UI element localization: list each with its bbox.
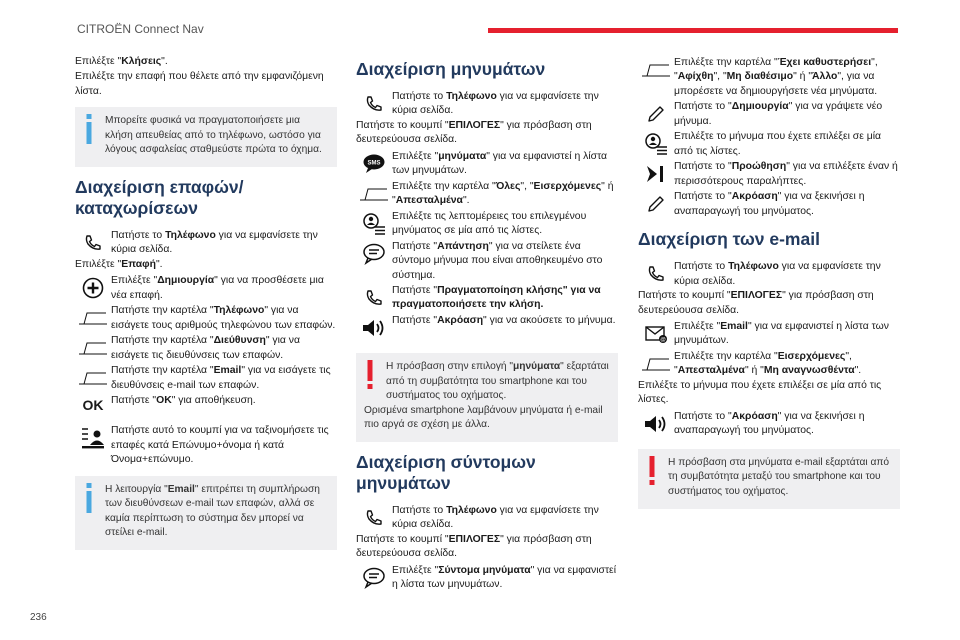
instruction-item: Πατήστε το "Ακρόαση" για να ξεκινήσει η αναπαραγωγή του μηνύματος. [638, 189, 900, 219]
list-detail-icon [362, 212, 386, 236]
paragraph: Επιλέξτε το μήνυμα που έχετε επιλέξει σε μία από τις λίστες. [638, 380, 882, 406]
instruction-item: Επιλέξτε "Δημιουργία" για να προσθέσετε μια νέα επαφή. [75, 273, 337, 303]
instruction-item: Πατήστε το Τηλέφωνο για να εμφανίσετε την κύρια σελίδα. [638, 259, 900, 289]
forward-icon [644, 163, 668, 185]
plus-circle-icon [82, 277, 104, 299]
warning-note [356, 353, 618, 442]
instruction-item: Πατήστε "Πραγματοποίηση κλήσης" για να πραγματοποιήσετε την κλήση. [356, 283, 618, 313]
instruction-item: Επιλέξτε την καρτέλα "Όλες", "Εισερχόμενες" ή "Απεσταλμένα". [356, 179, 618, 209]
tab-icon [78, 311, 108, 325]
instruction-item: @ Επιλέξτε "Email" για να εμφανιστεί η λίστα των μηνυμάτων. [638, 319, 900, 349]
section-heading: Διαχείριση μηνυμάτων [356, 59, 546, 79]
note-text: Ορισμένα smartphone λαμβάνουν μηνύματα ή e-mail πιο αργά σε σχέση με άλλα. [364, 404, 603, 431]
running-header: CITROËN Connect Nav [77, 22, 204, 36]
speaker-icon [643, 413, 669, 435]
instruction-item: Πατήστε την καρτέλα "Email" για να εισάγετε τις διευθύνσεις e-mail των επαφών. [75, 363, 337, 393]
tab-icon [359, 187, 389, 201]
instruction-item: Πατήστε το "Δημιουργία" για να γράψετε νέο μήνυμα. [638, 99, 900, 129]
header-accent-bar [488, 28, 898, 33]
instruction-item: Πατήστε "Ακρόαση" για να ακούσετε το μήνυμα. [356, 313, 618, 343]
section-heading: Διαχείριση των e-mail [638, 229, 820, 250]
pencil-icon [645, 103, 667, 125]
page-number: 236 [30, 612, 47, 623]
instruction-item: Επιλέξτε την καρτέλα "Έχει καθυστερήσει", "Αφίχθη", "Μη διαθέσιμο" ή "Άλλο", για να μπορέσετε να δημιουργήσετε νέα μηνύματα. [638, 55, 900, 99]
paragraph: Πατήστε το κουμπί "ΕΠΙΛΟΓΕΣ" για πρόσβαση στη δευτερεύουσα σελίδα. [356, 120, 592, 146]
info-note [75, 476, 337, 550]
section-heading: Διαχείριση επαφών/ καταχωρίσεων [75, 177, 244, 218]
instruction-item: Επιλέξτε "Σύντομα μηνύματα" για να εμφανιστεί η λίστα των μηνυμάτων. [356, 563, 618, 593]
instruction-item: Επιλέξτε το μήνυμα που έχετε επιλέξει σε μία από τις λίστες. [638, 129, 900, 159]
info-note [75, 107, 337, 167]
paragraph: Πατήστε το κουμπί "ΕΠΙΛΟΓΕΣ" για πρόσβαση στη δευτερεύουσα σελίδα. [356, 534, 592, 560]
paragraph: Επιλέξτε "Κλήσεις". [75, 56, 168, 67]
paragraph: Πατήστε το κουμπί "ΕΠΙΛΟΓΕΣ" για πρόσβαση στη δευτερεύουσα σελίδα. [638, 290, 874, 316]
note-text: Μπορείτε φυσικά να πραγματοποιήσετε μια κλήση απευθείας από το τηλέφωνο, ωστόσο για λόγους ασφαλείας σταθμεύστε πρώτα το όχημα. [105, 115, 322, 156]
phone-icon [364, 94, 384, 114]
reply-icon [362, 243, 386, 265]
pencil-icon [645, 193, 667, 215]
column-2 [356, 55, 618, 593]
phone-icon [646, 264, 666, 284]
instruction-item: SMS Επιλέξτε "μηνύματα" για να εμφανιστεί η λίστα των μηνυμάτων. [356, 149, 618, 179]
instruction-item: Πατήστε "Απάντηση" για να στείλετε ένα σύντομο μήνυμα που είναι αποθηκευμένο στο σύστημα. [356, 239, 618, 283]
warning-icon [648, 456, 656, 486]
svg-text:@: @ [660, 337, 666, 344]
instruction-item: OK Πατήστε "OK" για αποθήκευση. [82, 395, 256, 414]
section-heading: Διαχείριση σύντομων μηνυμάτων [356, 452, 536, 493]
instruction-item: Πατήστε την καρτέλα "Τηλέφωνο" για να εισάγετε τους αριθμούς τηλεφώνου των επαφών. [75, 303, 337, 333]
tab-icon [78, 341, 108, 355]
column-1 [75, 55, 337, 560]
sort-contact-icon [80, 427, 106, 449]
tab-icon [641, 63, 671, 77]
reply-icon [362, 567, 386, 589]
note-text: Η λειτουργία "Email" επιτρέπει τη συμπλήρωση των διευθύνσεων e-mail των επαφών, αλλά σε καμία περίπτωση το σύστημα δεν μπορεί να στείλει e-mail. [105, 483, 320, 539]
column-3 [638, 55, 900, 519]
phone-icon [364, 508, 384, 528]
instruction-item: Επιλέξτε την καρτέλα "Εισερχόμενες", "Απεσταλμένα" ή "Μη αναγνωσθέντα". [638, 349, 900, 379]
paragraph: Επιλέξτε "Επαφή". [75, 259, 163, 270]
instruction-item: Πατήστε το Τηλέφωνο για να εμφανίσετε την κύρια σελίδα. [356, 89, 618, 119]
instruction-item: Πατήστε αυτό το κουμπί για να ταξινομήσετε τις επαφές κατά Επώνυμο+όνομα ή κατά Όνομα+επώνυμο. [75, 423, 337, 467]
instruction-item: Πατήστε το Τηλέφωνο για να εμφανίσετε την κύρια σελίδα. [75, 228, 337, 258]
instruction-item: Πατήστε το "Προώθηση" για να επιλέξετε έναν ή περισσότερους παραλήπτες. [638, 159, 900, 189]
phone-icon [364, 288, 384, 308]
instruction-item: Πατήστε το Τηλέφωνο για να εμφανίσετε την κύρια σελίδα. [356, 503, 618, 533]
paragraph: Επιλέξτε την επαφή που θέλετε από την εμφανιζόμενη λίστα. [75, 71, 324, 97]
instruction-item: Επιλέξτε τις λεπτομέρειες του επιλεγμένου μηνύματος σε μία από τις λίστες. [356, 209, 618, 239]
sms-icon [362, 153, 386, 175]
instruction-item: Πατήστε την καρτέλα "Διεύθυνση" για να εισάγετε τις διευθύνσεις των επαφών. [75, 333, 337, 363]
warning-icon [366, 360, 374, 390]
phone-icon [83, 233, 103, 253]
list-detail-icon [644, 132, 668, 156]
note-text: Η πρόσβαση στην επιλογή "μηνύματα" εξαρτάται από τη συμβατότητα του smartphone και του συστήματος του οχήματος. [386, 361, 609, 402]
info-icon [85, 114, 93, 144]
tab-icon [78, 371, 108, 385]
note-text: Η πρόσβαση στα μηνύματα e-mail εξαρτάται από τη συμβατότητα μεταξύ του smartphone και του συστήματος του οχήματος. [668, 456, 890, 498]
instruction-item: Πατήστε το "Ακρόαση" για να ξεκινήσει η αναπαραγωγή του μηνύματος. [638, 409, 900, 439]
warning-note [638, 449, 900, 509]
speaker-icon [361, 317, 387, 339]
email-icon [644, 323, 668, 345]
ok-text-icon: OK [82, 397, 104, 414]
tab-icon [641, 357, 671, 371]
info-icon [85, 483, 93, 513]
svg-text:SMS: SMS [367, 160, 381, 167]
